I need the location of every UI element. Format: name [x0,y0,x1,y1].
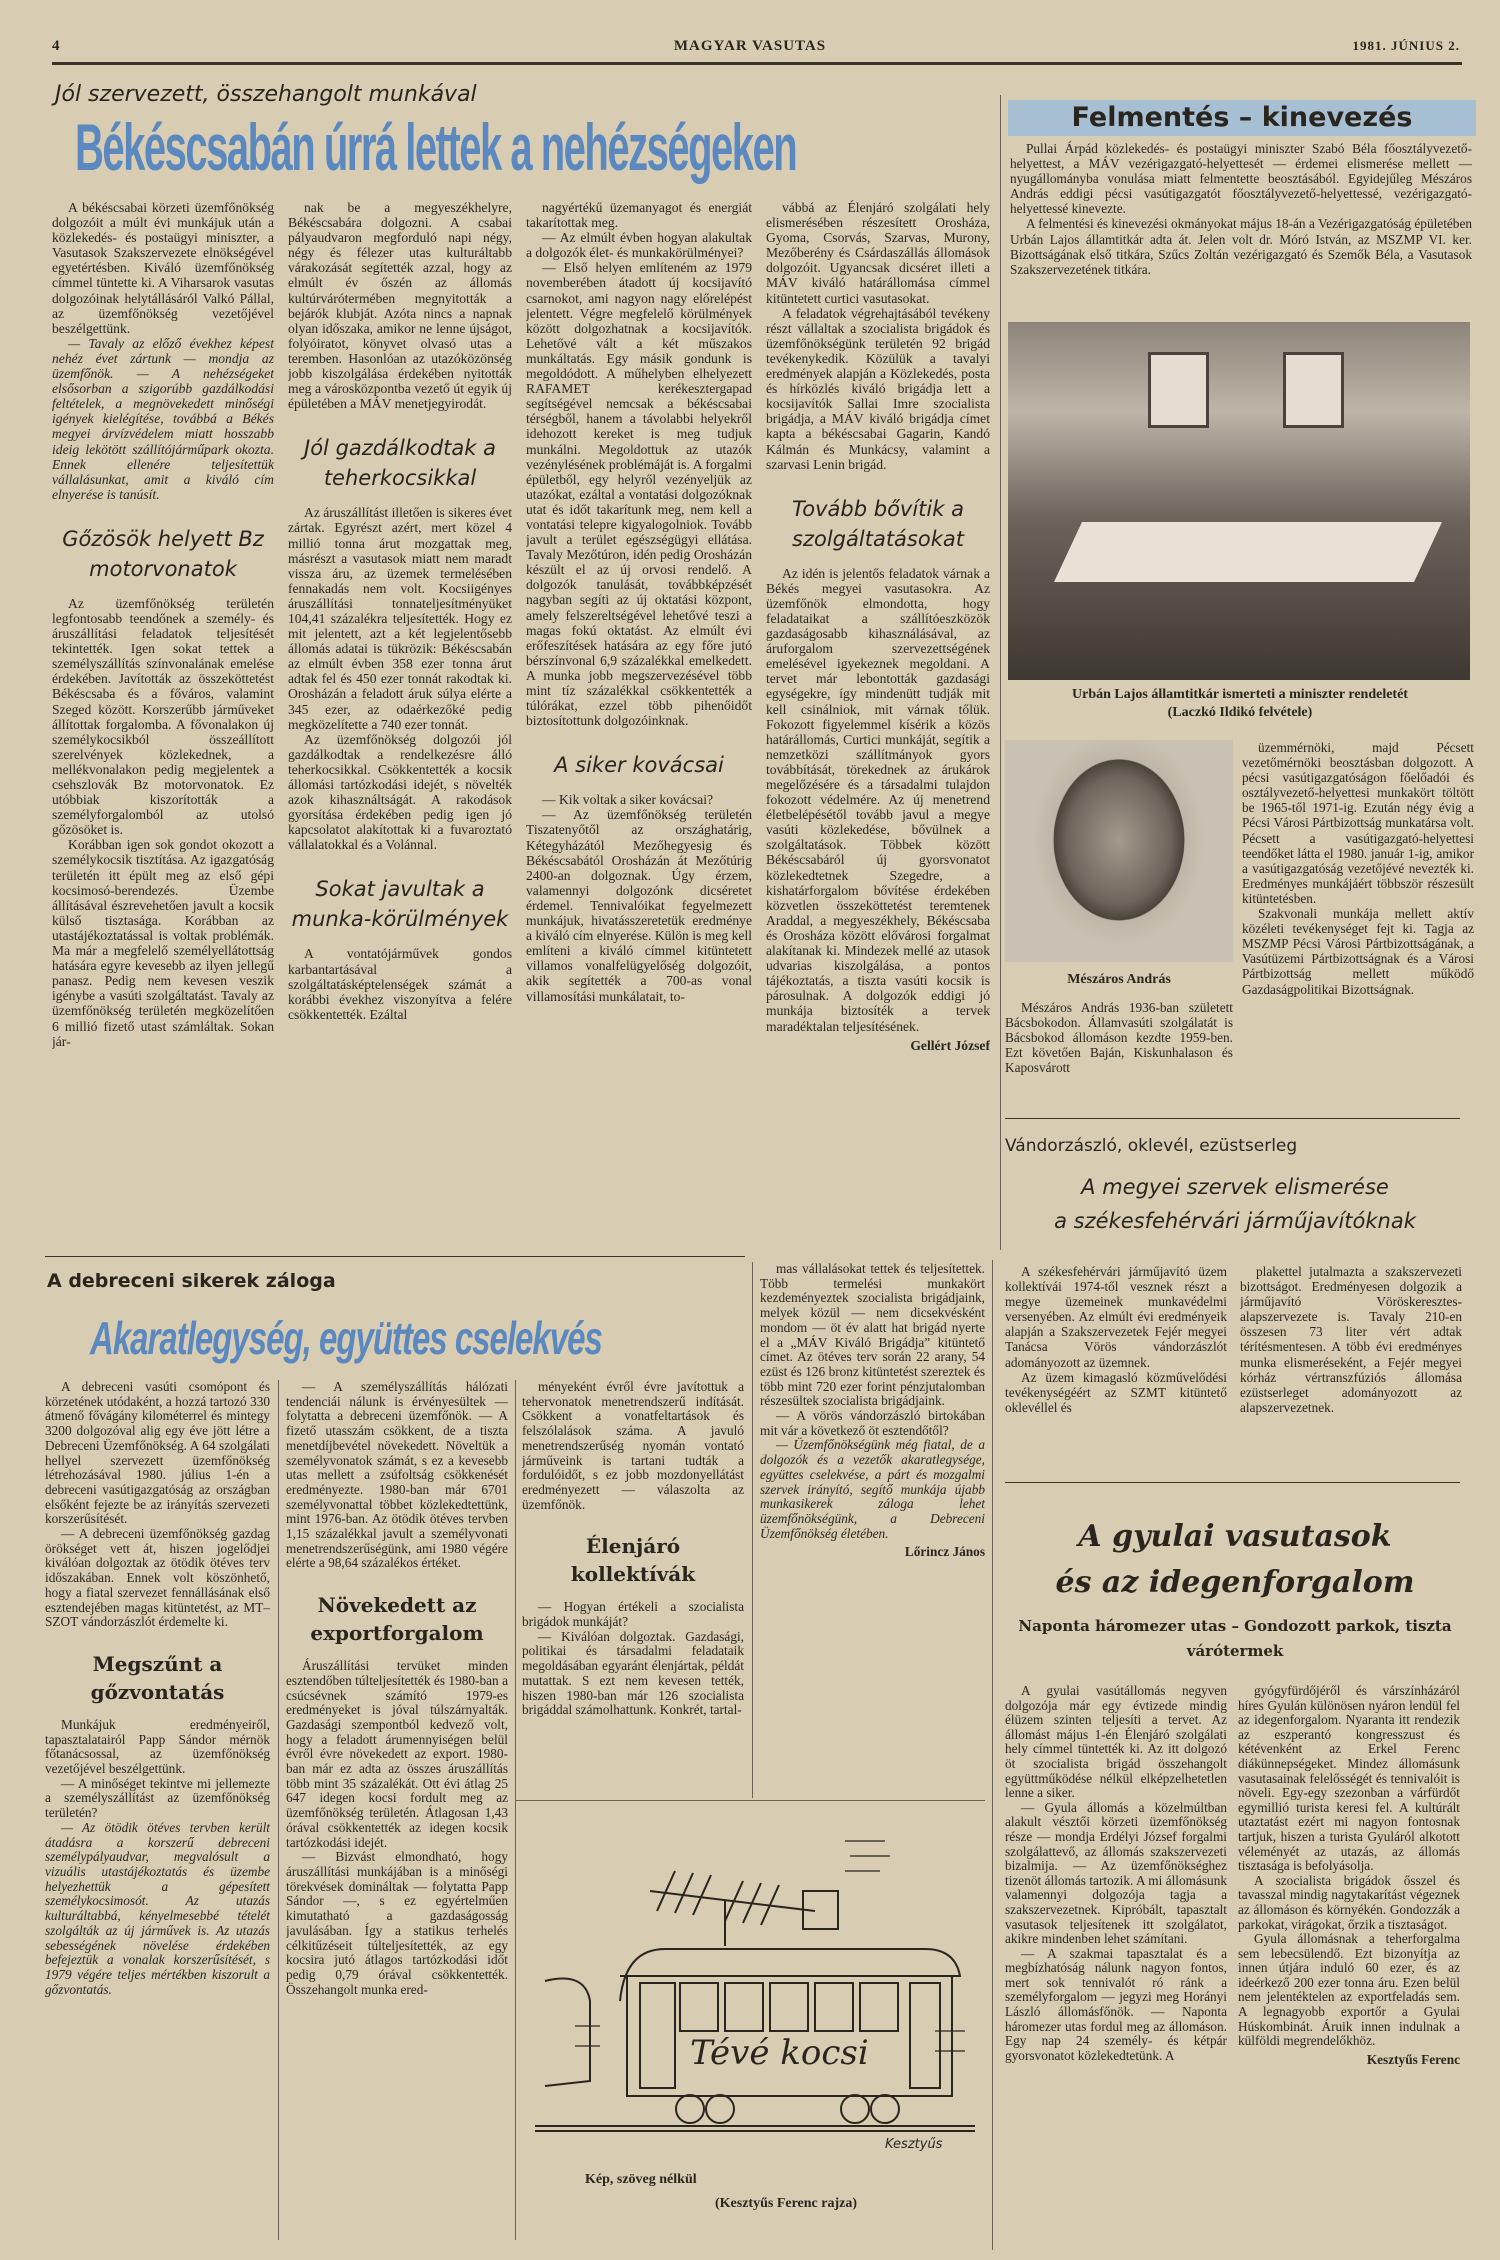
szfv-column-2 [1240,1264,1462,1464]
paragraph: gyógyfürdőjéről és várszínházáról híres Gyulán különösen nyáron lendül fel az idegenforgalom. Nyaranta itt rendezik az eszperantó kongresszust és kétévenként az Erkel Ferenc diákünnepségeket. Mindez állomásunk vasutasainak felelősségét és tennivalóit is növeli. Egy-egy szezonban a várfürdőt egymillió turista keresi fel. A kultúrált utaztatást ezért mi nagyon fontosnak tartjuk, hiszen a turista Gyuláról alkotott véleményét az utazás, az állomás tisztasága is befolyásolja. [1238,1684,1460,1874]
byline: Kesztyűs Ferenc [1366,2051,1460,2067]
paragraph: — Hogyan értékeli a szocialista brigádok munkáját? [522,1599,744,1630]
headline-line: A gyulai vasutasok [1078,1519,1392,1554]
paragraph: A felmentési és kinevezési okmányokat május 18-án a Vezérigazgatóság épületében Urbán Lajos államtitkár adta át. Jelen volt dr. Móró István, az MSZMP VI. ker. Bizottságának első titkára, Szűcs Zoltán vezérigazgató és Szemők Béla, a Vasutasok Szakszervezetének titkára. [1010,216,1472,277]
paragraph: Korábban igen sok gondot okozott a személykocsik tisztítása. Az igazgatóság területén itt épült meg az első gépi kocsimosó-berendezés. Üzembe állításával észrevehetően javult a kocsik külső tisztasága. Korábban az utastájékoztatással is voltak problémák. Ma már a megfelelő személyellátottság hatására egyre kevesebb az ilyen jellegű panasz. Pedig nem kevesen veszik igénybe a vasúti szolgáltatást. Tavaly az üzemfőnökség területén megközelítően 6 millió fizető utast számláltak. Sokan jár- [52,837,274,1049]
debrecen-column-4 [760,1262,985,1798]
subheading: Jól gazdálkodtak a teherkocsikkal [304,436,496,491]
article-column-3 [526,200,752,1250]
conference-table [1054,522,1442,582]
paragraph: Munkájuk eredményeiről, tapasztalatairól Papp Sándor mérnök főtanácsossal, az üzemfőnökség vezetőjével beszélgettünk. [45,1716,270,1777]
bio-right [1242,740,1474,1100]
wall-portrait [1283,352,1344,428]
masthead-rule [52,62,1462,65]
paragraph: vábbá az Élenjáró szolgálati hely elismerésében részesített Orosháza, Gyoma, Csorvás, Szarvas, Murony, Mezőberény és Csárdaszállás állomások dolgozóit. Ugyancsak dicséret illeti a MÁV kiváló határállomása címmel kitüntetett curtici vasutasokat. [766,200,990,306]
paragraph: nak be a megyeszékhelyre, Békéscsabára dolgozni. A csabai pályaudvaron megforduló napi négy, négy és félezer utas kulturáltabb várakozását segítették azzal, hogy az elmúlt év őszén az állomás kultúrvárótermében megnyitották a bejárók klubját. Azóta nincs a napnak olyan időszaka, amikor ne lenne újságot, folyóiratot, könyvet olvasó utas a teremben. Hasonlóan az utazóközönség jobb kiszolgálása érdekében nyitották meg a városközpontba vezető út egyik új épületében a MÁV menetjegyirodát. [288,200,512,412]
car-lettering: Tévé kocsi [690,2033,869,2073]
paragraph: Az üzemfőnökség dolgozói jól gazdálkodtak a rendelkezésre álló teherkocsikkal. Csökkentették a kocsik állomási tartózkodási idejét, s növelték azok kihasználtságát. A rakodások gyorsítása érdekében pedig igen jó kapcsolatot alakítottak ki a fuvaroztató vállalatokkal és a Volánnal. [288,731,512,853]
section-headline [1005,1514,1465,1606]
subheading: Megszűnt a gőzvontatás [90,1651,225,1704]
paragraph: Gyula állomásnak a teherforgalma sem lebecsülendő. Ezt bizonyítja az innen útjára induló 60 ezer, és az ideérkező 200 ezer tonna áru. Ezen belül nem jelentéktelen az exportfeladás sem. A legnagyobb exportőr a Gyulai Húskombinát. Áruik innen indulnak a külföldi megrendelőkhöz. [1238,1931,1460,2049]
article-column-1 [52,200,274,1250]
column-divider [992,1260,993,2250]
issue-date: 1981. JÚNIUS 2. [1352,38,1460,53]
section-headline [1005,1170,1465,1238]
subheading: A siker kovácsai [554,753,724,778]
paragraph: Az áruszállítást illetően is sikeres évet zártak. Egyrészt azért, mert közel 4 millió tonna árut mozgattak meg, másrészt a vasutasok miatt nem maradt vissza áru, az üzemek termelésében fennakadás nem volt. Kocsiigényes áruszállítási tonnateljesítményüket 104,41 százalékra teljesítették. Hogy ez mit jelentett, azt a két legjelentősebb állomás adatai is tükrözik: Békéscsabán az elmúlt évben 358 ezer tonna árut adtak fel és 450 ezer tonnát rakodtak ki. Orosházán a feladott áruk súlya elérte a 345 ezer, az odaérkezőké pedig megközelítette a 740 ezer tonnát. [288,505,512,732]
paragraph: A szocialista brigádok ősszel és tavasszal mindig nagytakarítást végeznek az állomáson és környékén. Gondozzák a parkokat, virágokat, őrzik a tisztaságot. [1238,1872,1460,1932]
paragraph: mas vállalásokat tettek és teljesítettek. Több termelési munkakört kezdeményeztek szocialista brigádjaink, melyek közül — nem dicsekvésként mondom — öt év alatt hat brigád nyerte el a „MÁV Kiváló Brigádja” kitüntető címet. Az ötéves terv során 22 arany, 54 ezüst és 126 bronz kitüntetést szereztek és több mint 720 ezer forint pénzjutalomban részesültek szocialista brigádjaink. [760,1262,985,1409]
paragraph: ményeként évről évre javítottuk a tehervonatok menetrendszerű indítását. Csökkent a vonatfeltartások és felszólalások száma. A javuló menetrendszerűség nyomán vontató járműveink is tartani tudták a fordulóidőt, s ez jobb mozdonyellátást eredményezett — válaszolta az üzemfőnök. [522,1380,744,1512]
photo-credit: (Laczkó Ildikó felvétele) [1167,705,1313,720]
paragraph: — A személyszállítás hálózati tendenciái nálunk is érvényesültek — folytatta a debreceni üzemfőnök. — A fizető utasszám csökkent, de a tiszta menetdíjbevétel növekedett. Növeltük a személyvonatok számát, s ez a kevesebb utas mellett a zsúfoltság csökkenését eredményezte. 1980-ban már 6701 személyvonattal többet közlekedtettünk, mint 1976-ban. Az ötödik ötéves tervben 1,15 százalékkal javult a személyvonati menetrendszerűségünk, ami 1980 végére elérte a 98,64 százalékos értéket. [286,1380,508,1571]
paragraph: — Az ötödik ötéves tervben került átadásra a korszerű debreceni személypályaudvar, megvalósult a vizuális utastájékoztatás és üzembe helyezhettük a gépesített személykocsimosót. Az utazás kulturáltabbá, kényelmesebbé tételét szolgálták az új járművek is. Az utazás sebességének növelése érdekében befejeztük a vonalak korszerűsítését, s 1979 végére teljes mértékben kiszorult a gőzvontatás. [45,1819,270,1997]
headline-line: és az idegenforgalom [1055,1565,1415,1600]
article-column-4 [766,200,990,1250]
subheading: Sokat javultak a munka-körülmények [291,877,509,932]
paragraph: Áruszállítási tervüket minden esztendőben túlteljesítették és 1980-ban a csúcsévnek számító 1979-es eredményeket is jóval túlszárnyalták. Gazdasági szempontból kedvező volt, hogy a feladott árumennyiségen belül évről évre növekedett az export. 1980-ban már ez adta az összes áruszállítás több mint 35 százalékát. Ott évi átlag 25 647 idegen kocsi fordult meg az üzemfőnökség területén. Átlagosan 1,43 órával csökkentették az idegen kocsik tartózkodási idejét. [286,1658,508,1850]
paragraph: — Kiválóan dolgoztak. Gazdasági, politikai és társadalmi feladataik megoldásában egyaránt élenjártak, példát mutattak. S ezt nem kevesen tették, hiszen 1980-ban már 126 szocialista brigáddal számolhattunk. Konkrét, tartal- [522,1628,744,1718]
paragraph: — A szakmai tapasztalat és a megbízhatóság nálunk nagyon fontos, mert sok tennivalót ró ránk a személyforgalom — jegyzi meg Horányi László állomásfőnök. — Naponta háromezer utas fordul meg az állomáson. Egy nap 24 személy- és kétpár gyorsvonatot közlekedtetünk. A [1005,1945,1227,2063]
paragraph: — Az üzemfőnökség területén Tiszatenyőtől az országhatárig, Kétegyházától Mezőhegyesig és Békéscsabától Orosházán át Mezőtúrig 2400-an dolgoznak. Úgy érzem, valamennyi dolgozónk dicséretet érdemel. Tennivalóikat fegyelmezett munkájuk, hivatásszeretetük eredménye a kiváló cím elnyerése. Külön is meg kell említeni a kiváló címmel kitüntetett villamos vonalfelügyelőség dolgozóit, akik segítették a 700-as vonal villamosítási munkálatait, to- [526,807,752,1004]
column-divider [752,1262,753,1798]
cartoon [515,1800,985,2241]
debrecen-column-3 [522,1380,744,1798]
byline: Lőrincz János [904,1544,985,1560]
paragraph: A székesfehérvári járműjavító üzem kollektívái 1974-től vesznek részt a megye üzemeinek munkavédelmi versenyében. Az elmúlt évi eredményeik alapján a Szakszervezetek Fejér megyei Tanácsa Vörös vándorzászlót adományozott az üzemnek. [1005,1264,1227,1370]
felmentes-text [1010,141,1472,316]
subheading: Élenjáró kollektívák [570,1534,696,1587]
paragraph: A gyulai vasútállomás negyven dolgozója már egy évtizede mindig élüzem szinten teljesíti a tervet. Az állomást május 1-én Élenjáró szolgálati hely címmel tüntették ki. Az itt dolgozó öt szocialista brigád összehangolt együttműködése nélkül elképzelhetetlen lenne a siker. [1005,1684,1227,1801]
wall-portrait [1148,352,1209,428]
paragraph: — Tavaly az előző évekhez képest nehéz évet zártunk — mondja az üzemfőnök. — A nehézségeket elsősorban a szigorúbb gazdálkodási feltételek, a megnövekedett minőségi igények kielégítése, továbbá a Békés megyei árvízvédelem miatt hosszabb ideig lekötött szállítójárműpark okozta. Ennek ellenére teljesítettük vállalásunkat, amit a kiváló cím elnyerése is tanúsít. [52,335,274,502]
paragraph: Az üzem kimagasló közművelődési tevékenységéért az SZMT kitüntető oklevéllel és [1005,1369,1227,1415]
debrecen-column-2 [286,1380,508,2250]
paragraph: nagyértékű üzemanyagot és energiát takarítottak meg. [526,200,752,231]
article-column-2 [288,200,512,1250]
artist-signature: Kesztyűs [885,2137,943,2152]
gyula-column-2 [1238,1684,1460,2250]
portrait-photo [1005,740,1233,962]
paragraph: — Bizvást elmondható, hogy áruszállítási munkájában is a minőségi törekvések domináltak — folytatta Papp Sándor —, s ez egyértelműen kimutatható a gazdaságosság javulásában. Így a statikus terhelés célkitűzéseit túlteljesítették, az egy kocsira jutó átlagos tartózkodási időt pedig 0,79 órával csökkentették. Összehangolt munka ered- [286,1849,508,1997]
subheading: Gőzösök helyett Bz motorvonatok [62,526,264,581]
paragraph: A vontatójárművek gondos karbantartásával a szolgáltatásképtelenségek számát a korábbi évekhez viszonyítva a felére csökkentették. Ezáltal [288,946,512,1022]
section-title-box: Felmentés – kinevezés [1008,100,1476,136]
paragraph: — A minőséget tekintve mi jellemezte a személyszállítást az üzemfőnökség területén? [45,1775,270,1821]
paper-name: MAGYAR VASUTAS [673,38,827,54]
photo-caption-text: Urbán Lajos államtitkár ismerteti a miniszter rendeletét [1072,687,1408,702]
paragraph: plakettel jutalmazta a szakszervezeti bizottságot. Eredményesen dolgozik a járműjavító Vöröskeresztes-alapszervezete is. Tavaly 210-en összesen 73 liter vért adtak térítésmentesen. A több évi eredményes munka elismeréseként, a Fejér megyei kórház vértranszfúziós állomása ezüstserleget adományozott az alapszervezetnek. [1240,1264,1462,1415]
cartoon-credit: (Kesztyűs Ferenc rajza) [715,2196,858,2211]
bio-left [1005,1000,1233,1100]
headline-line: A megyei szervek elismerése [1081,1175,1389,1199]
column-divider [1000,95,1001,1250]
paragraph: Szakvonali munkája mellett aktív közéleti tevékenységet fejt ki. Tagja az MSZMP Pécsi Városi Pártbizottságának, a Vasútüzemi Pártbizottságnak és a Városi Pártbizottság mellett működő Gazdaságpolitikai Bizottságnak. [1242,906,1474,997]
paragraph: — Az elmúlt évben hogyan alakultak a dolgozók élet- és munkakörülményei? [526,230,752,261]
paragraph: — A vörös vándorzászló birtokában mit vár a következő öt esztendőtől? [760,1408,985,1438]
paragraph: — Első helyen említeném az 1979 novemberében átadott új kocsijavító csarnokot, ami nagyon nagy előrelépést jelentett. Végre megfelelő körülmények között dolgozhatnak a kocsijavítók. Lehetővé vált a két műszakos munkáltatás. Egy másik gondunk is megoldódott. A műhelyben elhelyezett RAFAMET kerékesztergapad segítségével nemcsak a békéscsabai térségből, hanem a távolabbi helyekről idehozott kereket is meg tudjuk munkálni. Megoldottuk az utazók vezénylésének problémáját is. A forgalmi épületből, egy helyről vezényeljük az utazókat, ezáltal a vontatási dolgozóknak utat és időt takarítunk meg, nem kell a vontatási telepre kigyalogolniok. Tovább javult a terület egészségügyi ellátása. Tavaly Mezőtúron, idén pedig Orosházán készült el az új orvosi rendelő. A dolgozók tanulását, továbbképzését nagyban segíti az új oktatási központ, amely felszereltségével lehetővé teszi a magas fokú oktatást. Az elmúlt évi erőfeszítések hatására az egy főre jutó bérszínvonal 6,9 százalékkal emelkedett. A munka jobb megszervezésével több mint tíz százalékkal csökkentették a túlórákat, ezzel több pihenőidőt biztosítottunk dolgozóinknak. [526,260,752,729]
photo-caption [1005,686,1475,722]
subheading: Tovább bővítik a szolgáltatásokat [792,496,964,551]
paragraph: Az üzemfőnökség területén legfontosabb teendőnek a személy- és áruszállítási feladatok teljesítését tekintették. Igen sokat tettek a személyszállítás színvonalának emelése érdekében. Javították az összeköttetést Békéscsaba és a főváros, valamint Szeged között. Korszerűbb járműveket állítottak forgalomba. A fővonalakon új személykocsikból összeállított szerelvények közlekednek, a mellékvonalakon pedig megjelentek a csehszlovák Bz motorvonatok. Ez utóbbiak kiszorították a személyforgalomból az utolsó gőzösöket is. [52,595,274,838]
szfv-column-1 [1005,1264,1227,1464]
article-kicker: A debreceni sikerek záloga [47,1270,336,1292]
column-divider [278,1380,279,2240]
paragraph: — Gyula állomás a közelmúltban alakult vésztői körzeti üzemfőnökség része — mondja Erdélyi József forgalmi szolgálattevő, az állomás szakszervezeti bizalmija. — Az üzemfőnökséghez tizenöt állomás tartozik. A mi állomásunk valamennyi dolgozója tagja a szakszervezetnek. Kipróbált, tapasztalt vasutasok teljesítenek itt szolgálatot, akikre mindenben lehet számítani. [1005,1799,1227,1947]
section-rule [1005,1118,1460,1119]
subheading: Növekedett az exportforgalom [310,1593,484,1646]
section-rule [45,1256,745,1257]
paragraph: Az idén is jelentős feladatok várnak a Békés megyei vasutasokra. Az üzemfőnök elmondotta, hogy feladataikat a szállítóeszközök gazdaságosabb kihasználásával, az áruforgalom szervezettségének emelésével igyekeznek megoldani. A tervet már lebontották gazdasági egységekre, így mindenütt tudják mit kell csinálniok, mit várnak tőlük. Fokozott figyelemmel kísérik a közös határállomás, Curtici munkáját, segítik a nemzetközi szállítmányok gyors továbbítását, törekednek az árukárok megelőzésére és a társadalmi tulajdon fokozott védelmére. Az új menetrend életbelépésétől tovább javul a megye vasúti közlekedése, bővülnek a szolgáltatások. Többek között Békéscsabáról új gyorsvonatot közlekedtetnek Szegedre, a kishatárforgalom bővítése érdekében közvetlen összeköttetést teremtenek Araddal, a megyeszékhely, Békéscsaba és Orosháza között elővárosi forgalmat alakítanak ki. Mindezek mellé az utasok udvarias kiszolgálása, a pontos tájékoztatás, a tiszta vasúti kocsik is párosulnak. A dolgozók eddigi jó munkája biztosíték a tervek maradéktalan teljesítésének. [766,565,990,1034]
previous-car [545,1979,590,2087]
paragraph: üzemmérnöki, majd Pécsett vezetőmérnöki beosztásban dolgozott. A pécsi vasútigazgatóságon főelőadói és osztályvezető-helyettesi munkakört töltött be 1965-től 1971-ig. Ezután négy évig a Pécsi Városi Pártbizottság munkatársa volt. Pécsett a vasútigazgató-helyettesi teendőket látta el 1980. január 1-ig, amikor a vasútigazgatóság vezetőjévé nevezték ki. Eredményes munkájáért többször részesült kitüntetésben. [1242,740,1474,906]
group-photo [1008,322,1470,680]
cartoon-caption: Kép, szöveg nélkül [585,2172,697,2187]
section-rule [1005,1482,1460,1483]
paragraph: — A debreceni üzemfőnökség gazdag örökséget vett át, hiszen jogelődjei kiválóan dolgoztak az ötödik ötéves terv időszakában. Ennek volt köszönhető, hogy a fiatal szervezet fennállásának első esztendejében magas kitüntetést, az MT–SZOT vándorzászlót érdemelte ki. [45,1526,270,1630]
paragraph: A feladatok végrehajtásából tevékeny részt vállaltak a szocialista brigádok és üzemfőnökségünk területén 92 brigád tevékenykedik. Közülük a tavalyi eredmények alapján a Közlekedés, posta és hírközlés kiváló brigádja lett a kocsijavítók Sallai Imre szocialista brigádja, a MÁV kiváló brigádja címet kapta a békéscsabai Gagarin, Kandó Kálmán és Munkácsy, valamint a szarvasi Lenin brigád. [766,305,990,472]
antenna-icon [650,1891,815,1911]
debrecen-column-1 [45,1380,270,2250]
headline-line: a székesfehérvári járműjavítóknak [1054,1209,1416,1233]
article-headline: Akaratlegység, együttes cselekvés [90,1312,602,1364]
article-kicker: Jól szervezett, összehangolt munkával [55,82,477,107]
portrait-caption: Mészáros András [1067,972,1171,987]
article-headline: Békéscsabán úrrá lettek a nehézségeken [75,112,797,185]
gyula-column-1 [1005,1684,1227,2250]
paragraph: A békéscsabai körzeti üzemfőnökség dolgozóit a múlt évi munkájuk után a közlekedés- és postaügyi miniszter, a Vasutasok Szakszervezete elnökségével egyetértésben. Kiváló üzemfőnökség címmel tüntette ki. A Viharsarok vasutas dolgozóinak helytállásáról Valkó Pállal, az üzemfőnökség vezetőjével beszélgettünk. [52,200,274,336]
paragraph: Mészáros András 1936-ban született Bácsbokodon. Államvasúti szolgálatát is Bácsbokod állomáson kezdte 1959-ben. Ezt követően Baján, Kiskunhalason és Kaposvárott [1005,1000,1233,1076]
byline: Gellért József [910,1037,990,1053]
paragraph: Pullai Árpád közlekedés- és postaügyi miniszter Szabó Béla főosztályvezető-helyettest, a MÁV vezérigazgató-helyettesét — érdemei elismerése mellett — nyugállományba vonulása miatt felmentette beosztásából. Egyidejűleg Mészáros András eddigi pécsi vasútigazgatót főosztályvezető-helyettessé, vezérigazgató-helyettessé kinevezte. [1010,141,1472,217]
page-number: 4 [52,38,61,54]
tram-drawing [515,1801,985,2161]
paragraph: — Kik voltak a siker kovácsai? [542,792,714,808]
section-subheadline: Naponta háromezer utas – Gondozott parkok, tiszta várótermek [1018,1617,1452,1660]
paragraph: — Üzemfőnökségünk még fiatal, de a dolgozók és a vezetők akaratlegysége, együttes cselekvése, a párt és mozgalmi szervek irányító, segítő munkája újabb munkasikerek záloga lehet üzemfőnökségünk, a Debreceni Üzemfőnökség életében. [760,1437,985,1541]
section-kicker: Vándorzászló, oklevél, ezüstserleg [1005,1136,1298,1156]
paragraph: A debreceni vasúti csomópont és körzetének utódaként, a hozzá tartozó 330 átmenő fővágány kilométerrel és mintegy 3200 dolgozóval alig egy éve jött létre a Debreceni Üzemfőnökség. A 64 szolgálati hellyel szervezett üzemfőnökség létrehozásával 1980. július 1-én a debreceni vasútigazgatóság az országban elsőként fejezte be az irányítás szervezeti korszerűsítését. [45,1380,270,1527]
